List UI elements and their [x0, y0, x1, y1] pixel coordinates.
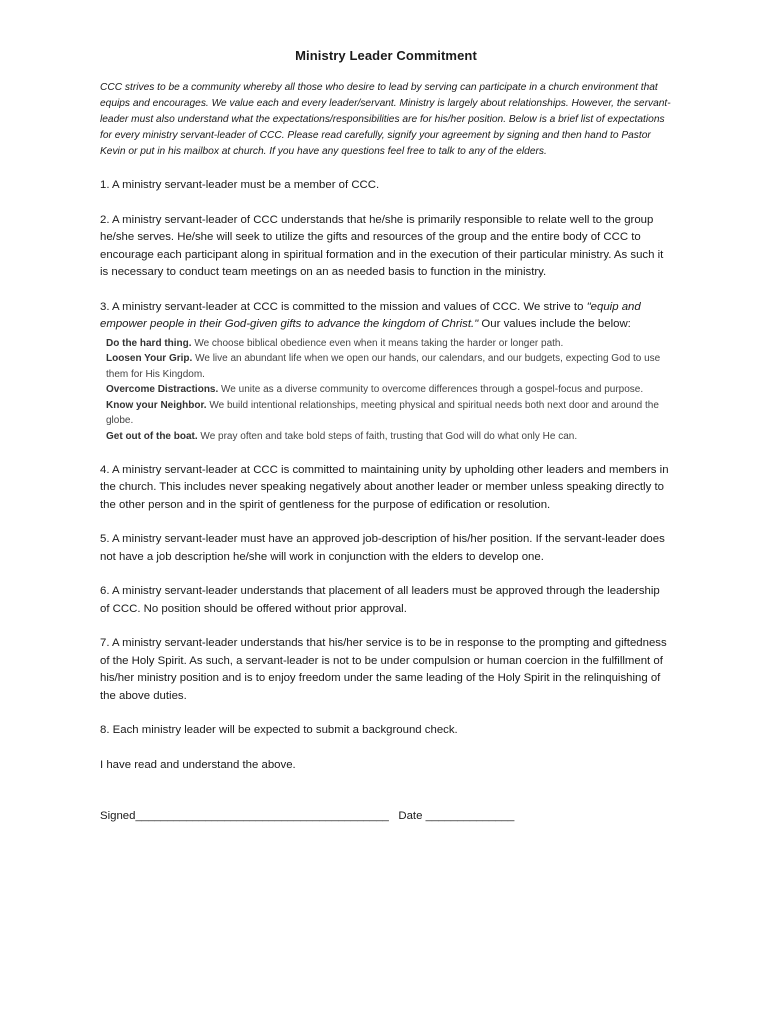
- value-entry: [106, 351, 672, 382]
- value-text: We choose biblical obedience even when it means taking the harder or longer path.: [191, 337, 564, 349]
- value-entry: [106, 336, 672, 352]
- commitment-item-3: [100, 299, 672, 334]
- commitment-item-7: 7. A ministry servant-leader understands that his/her service is to be in response to the prompting and giftedness of the Holy Spirit. As such, a servant-leader is not to be under compulsion or human coercion in the fulfillment of his/her ministry position and is to enjoy freedom under the same leading of the Holy Spirit in the relinquishing of the above duties.: [100, 637, 667, 702]
- value-text: We unite as a diverse community to overcome differences through a gospel-focus and purpose.: [218, 384, 644, 396]
- intro-paragraph: CCC strives to be a community whereby all those who desire to lead by serving can participate in a church environment that equips and encourages. We value each and every leader/servant. Ministry is largely about relationships. However, the servant-leader must also understand what the expectations/responsibilities are for his/her position. Below is a brief list of expectations for every ministry servant-leader of CCC. Please read carefully, signify your agreement by signing and then hand to Pastor Kevin or put in his mailbox at church. If you have any questions feel free to talk to any of the elders.: [100, 82, 671, 157]
- mission-quote: "equip and empower people in their God-given gifts to advance the kingdom of Christ.": [100, 300, 641, 330]
- value-name: Know your Neighbor.: [106, 399, 207, 411]
- commitment-item-4: 4. A ministry servant-leader at CCC is committed to maintaining unity by upholding other leaders and members in the church. This includes never speaking negatively about another leader or member unless speaking directly to the other person and in the spirit of gentleness for the purpose of edification or resolution.: [100, 463, 669, 511]
- commitment-item-5: 5. A ministry servant-leader must have an approved job-description of his/her position. If the servant-leader does not have a job description he/she will work in conjunction with the elders to develop one.: [100, 533, 665, 563]
- value-entry: [106, 398, 672, 429]
- commitment-item-6: 6. A ministry servant-leader understands that placement of all leaders must be approved through the leadership of CCC. No position should be offered without prior approval.: [100, 585, 660, 615]
- value-text: We live an abundant life when we open our hands, our calendars, and our budgets, expecting God to use them for His Kingdom.: [106, 353, 661, 380]
- value-name: Loosen Your Grip.: [106, 353, 193, 365]
- signature-field[interactable]: ________________________________________: [135, 810, 389, 823]
- document-title: Ministry Leader Commitment: [295, 48, 477, 63]
- values-list: [106, 336, 672, 445]
- value-text: We pray often and take bold steps of faith, trusting that God will do what only He can.: [197, 431, 578, 443]
- value-name: Overcome Distractions.: [106, 384, 219, 396]
- signed-label: Signed: [100, 810, 136, 823]
- acknowledgement-text: I have read and understand the above.: [100, 758, 296, 771]
- value-name: Do the hard thing.: [106, 337, 192, 349]
- date-field[interactable]: ______________: [425, 810, 515, 823]
- value-entry: [106, 429, 672, 445]
- commitment-item-2: 2. A ministry servant-leader of CCC understands that he/she is primarily responsible to relate well to the group he/she serves. He/she will seek to utilize the gifts and resources of the group and the entire body of CCC to encourage each participant along in spiritual formation and in the execution of their particular ministry. As such it is necessary to conduct team meetings on an as needed basis to function in the ministry.: [100, 213, 664, 278]
- value-entry: [106, 382, 672, 398]
- value-name: Get out of the boat.: [106, 431, 198, 443]
- document-page: [100, 48, 672, 822]
- commitment-item-8: 8. Each ministry leader will be expected to submit a background check.: [100, 724, 458, 737]
- date-label: Date: [398, 810, 423, 823]
- item-3-intro: 3. A ministry servant-leader at CCC is committed to the mission and values of CCC. We strive to: [100, 300, 587, 313]
- commitment-item-1: 1. A ministry servant-leader must be a member of CCC.: [100, 179, 380, 191]
- signature-line: [100, 810, 672, 822]
- item-3-tail: Our values include the below:: [478, 318, 631, 330]
- value-text: We build intentional relationships, meeting physical and spiritual needs both next door and around the globe.: [106, 399, 659, 427]
